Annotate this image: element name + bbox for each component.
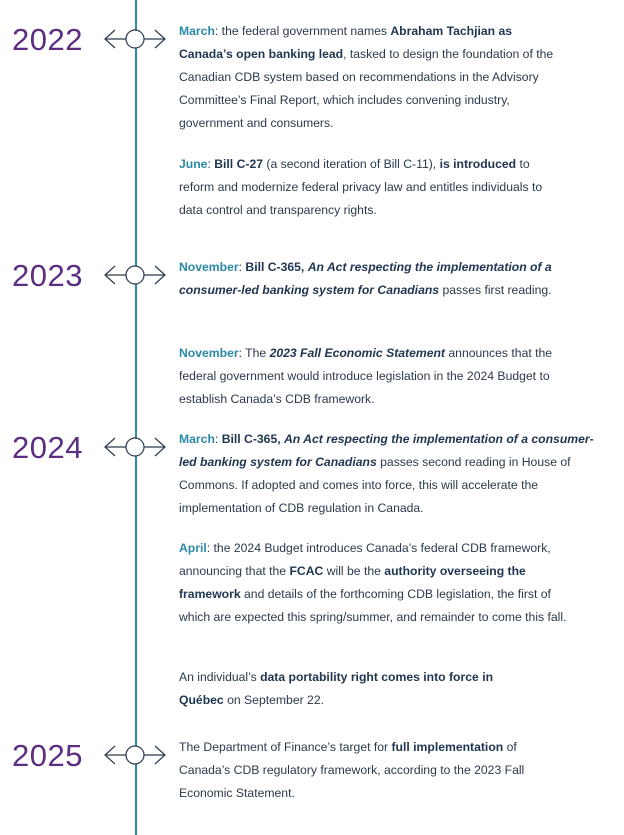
double-arrow-icon: [103, 263, 167, 287]
entry-2024-april: April: the 2024 Budget introduces Canada’s federal CDB framework, announcing that the FCAC will be the authority overseeing the framework and details of the forthcoming CDB legislation, the first of which are expected this spring/summer, and remainder to come this fall.: [179, 541, 567, 624]
month-label: November: [179, 260, 239, 274]
month-label: November: [179, 346, 239, 360]
month-label: March: [179, 432, 215, 446]
year-2022: 2022: [12, 22, 83, 57]
entry-2022-june: June: Bill C-27 (a second iteration of Bill C-11), is introduced to reform and modernize federal privacy law and entitles individuals to data control and transparency rights.: [179, 157, 543, 217]
double-arrow-icon: [103, 743, 167, 767]
timeline-line: [135, 0, 137, 835]
year-2024: 2024: [12, 430, 83, 465]
entry-2025-target: The Department of Finance’s target for full implementation of Canada’s CDB regulatory framework, according to the 2023 Fall Economic Statement.: [179, 740, 525, 800]
entry-2023-november-bill: November: Bill C-365, An Act respecting the implementation of a consumer-led banking system for Canadians passes first reading.: [179, 260, 552, 297]
month-label: March: [179, 24, 215, 38]
month-label: April: [179, 541, 207, 555]
entry-2023-november-fes: November: The 2023 Fall Economic Statement announces that the federal government would introduce legislation in the 2024 Budget to establish Canada’s CDB framework.: [179, 346, 553, 406]
entry-2024-quebec: An individual’s data portability right comes into force in Québec on September 22.: [179, 670, 494, 707]
year-2023: 2023: [12, 258, 83, 293]
year-2025: 2025: [12, 738, 83, 773]
entry-2024-march: March: Bill C-365, An Act respecting the implementation of a consumer-led banking system for Canadians passes second reading in House of Commons. If adopted and comes into force, this will accelerate the implementation of CDB regulation in Canada.: [179, 432, 594, 515]
double-arrow-icon: [103, 27, 167, 51]
month-label: June: [179, 157, 208, 171]
entry-2022-march: March: the federal government names Abraham Tachjian as Canada’s open banking lead, tasked to design the foundation of the Canadian CDB system based on recommendations in the Advisory Committee’s Final Report, which includes convening industry, government and consumers.: [179, 24, 554, 130]
double-arrow-icon: [103, 435, 167, 459]
